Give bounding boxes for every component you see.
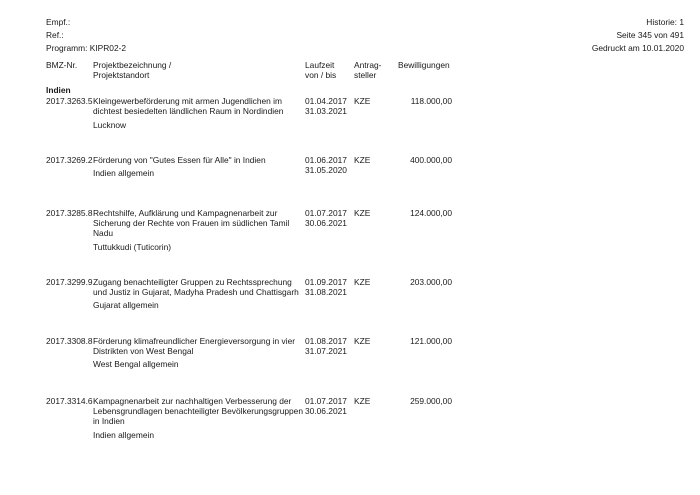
project-end-date: 31.05.2020 bbox=[305, 165, 347, 175]
project-start-date: 01.06.2017 bbox=[305, 155, 347, 165]
column-header-description bbox=[93, 60, 171, 80]
project-number: 2017.3308.8 bbox=[46, 336, 93, 346]
project-number: 2017.3285.8 bbox=[46, 208, 93, 218]
project-start-date: 01.04.2017 bbox=[305, 96, 347, 106]
project-title: Zugang benachteiligter Gruppen zu Rechtssprechung und Justiz in Gujarat, Madyha Pradesh und Chattisgarh bbox=[93, 277, 299, 297]
project-end-date: 31.08.2021 bbox=[305, 287, 347, 297]
project-row bbox=[0, 336, 700, 396]
project-amount: 203.000,00 bbox=[410, 277, 452, 287]
project-row bbox=[0, 396, 700, 456]
project-title: Kampagnenarbeit zur nachhaltigen Verbesserung der Lebensgrundlagen benachteiligter Bevölkerungsgruppen in Indien bbox=[93, 396, 303, 426]
project-applicant: KZE bbox=[354, 396, 371, 406]
column-header-bmz: BMZ-Nr. bbox=[46, 60, 78, 70]
project-amount: 124.000,00 bbox=[410, 208, 452, 218]
project-location: Tuttukkudi (Tuticorin) bbox=[93, 242, 172, 252]
print-date: Gedruckt am 10.01.2020 bbox=[591, 43, 684, 53]
project-applicant: KZE bbox=[354, 277, 371, 287]
project-applicant: KZE bbox=[354, 96, 371, 106]
project-start-date: 01.09.2017 bbox=[305, 277, 347, 287]
project-applicant: KZE bbox=[354, 155, 371, 165]
project-amount: 121.000,00 bbox=[410, 336, 452, 346]
project-location: Indien allgemein bbox=[93, 168, 154, 178]
project-start-date: 01.08.2017 bbox=[305, 336, 347, 346]
project-location: Gujarat allgemein bbox=[93, 300, 159, 310]
project-amount: 400.000,00 bbox=[410, 155, 452, 165]
column-header-applicant-line2: steller bbox=[354, 70, 377, 80]
project-row bbox=[0, 277, 700, 337]
project-number: 2017.3263.5 bbox=[46, 96, 93, 106]
project-end-date: 30.06.2021 bbox=[305, 218, 347, 228]
page-number: Seite 345 von 491 bbox=[616, 30, 684, 40]
recipient-label: Empf.: bbox=[46, 17, 71, 27]
project-location: Indien allgemein bbox=[93, 430, 154, 440]
column-header-applicant bbox=[354, 60, 381, 80]
column-header-applicant-line1: Antrag- bbox=[354, 60, 382, 70]
program-label: Programm: KIPR02-2 bbox=[46, 43, 127, 53]
column-header-duration-line1: Laufzeit bbox=[305, 60, 335, 70]
project-end-date: 31.03.2021 bbox=[305, 106, 347, 116]
column-header-duration bbox=[305, 60, 336, 80]
column-header-grants: Bewilligungen bbox=[398, 60, 450, 70]
project-location: West Bengal allgemein bbox=[93, 359, 179, 369]
project-row bbox=[0, 155, 700, 215]
column-header-duration-line2: von / bis bbox=[305, 70, 337, 80]
project-title: Rechtshilfe, Aufklärung und Kampagnenarbeit zur Sicherung der Rechte von Frauen im südlichen Tamil Nadu bbox=[93, 208, 290, 238]
project-title: Förderung klimafreundlicher Energieversorgung in vier Distrikten von West Bengal bbox=[93, 336, 296, 356]
project-row bbox=[0, 96, 700, 156]
project-amount: 118.000,00 bbox=[410, 96, 452, 106]
project-applicant: KZE bbox=[354, 208, 371, 218]
history-label: Historie: 1 bbox=[646, 17, 684, 27]
project-title: Kleingewerbeförderung mit armen Jugendlichen im dichtest besiedelten ländlichen Raum in Nordindien bbox=[93, 96, 284, 116]
project-start-date: 01.07.2017 bbox=[305, 208, 347, 218]
project-applicant: KZE bbox=[354, 336, 371, 346]
project-location: Lucknow bbox=[93, 120, 127, 130]
project-end-date: 30.06.2021 bbox=[305, 406, 347, 416]
reference-label: Ref.: bbox=[46, 30, 64, 40]
project-row bbox=[0, 208, 700, 268]
section-heading: Indien bbox=[46, 85, 71, 95]
project-number: 2017.3314.6 bbox=[46, 396, 93, 406]
column-header-description-line2: Projektstandort bbox=[93, 70, 150, 80]
project-title: Förderung von "Gutes Essen für Alle" in Indien bbox=[93, 155, 266, 165]
project-amount: 259.000,00 bbox=[410, 396, 452, 406]
project-number: 2017.3269.2 bbox=[46, 155, 93, 165]
project-number: 2017.3299.9 bbox=[46, 277, 93, 287]
column-header-description-line1: Projektbezeichnung / bbox=[93, 60, 172, 70]
project-end-date: 31.07.2021 bbox=[305, 346, 347, 356]
project-start-date: 01.07.2017 bbox=[305, 396, 347, 406]
